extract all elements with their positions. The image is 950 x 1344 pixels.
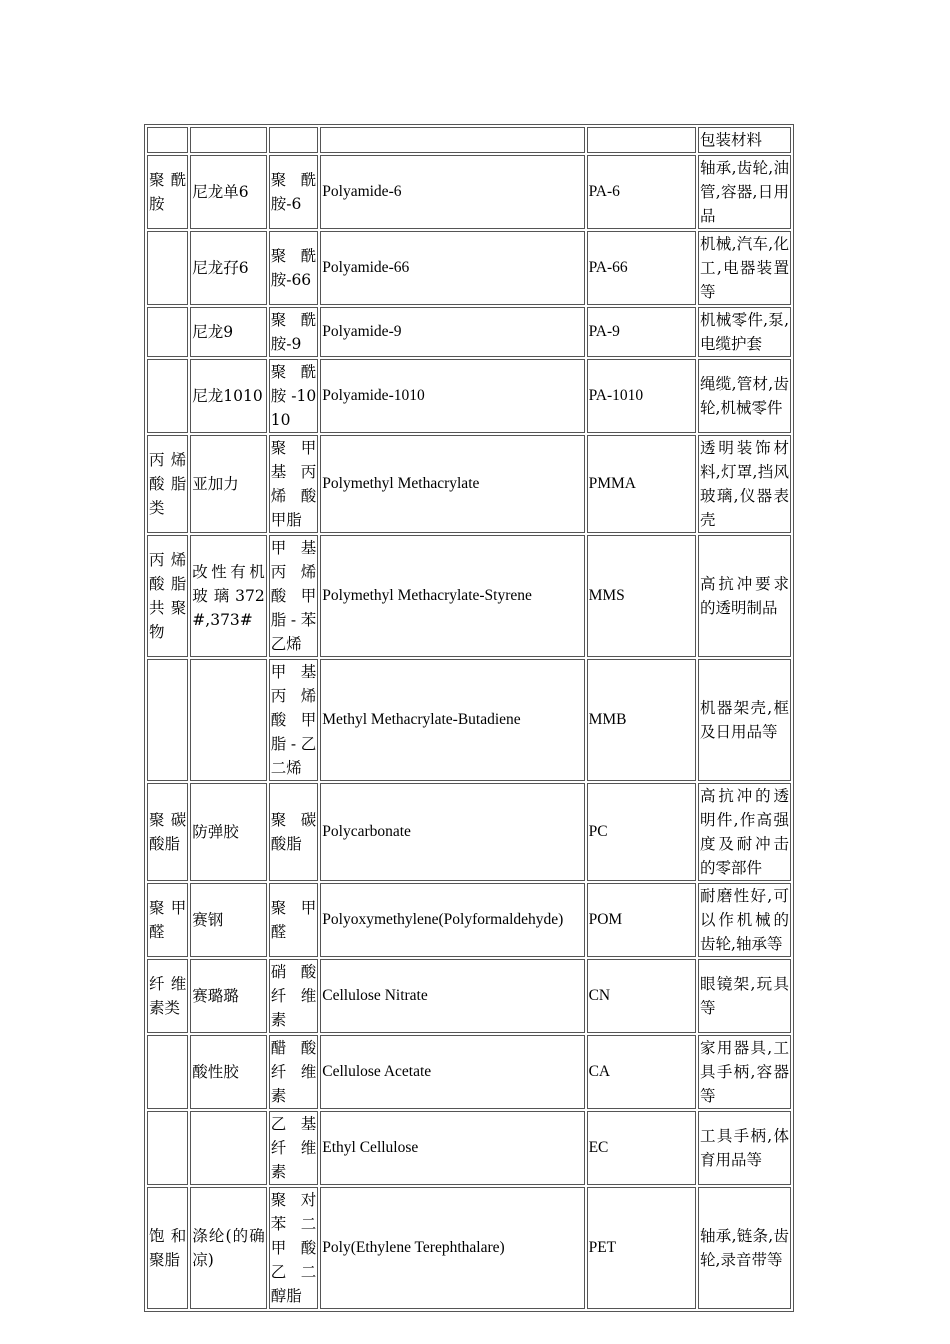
chinese-name-cell: 醋酸纤维素 [269, 1035, 319, 1109]
english-name-cell: Polycarbonate [320, 783, 584, 881]
category-cell [147, 1111, 188, 1185]
chinese-name-cell: 聚酰胺-1010 [269, 359, 319, 433]
uses-cell: 透明装饰材料,灯罩,挡风玻璃,仪器表壳 [698, 435, 791, 533]
uses-cell: 耐磨性好,可以作机械的齿轮,轴承等 [698, 883, 791, 957]
table-row [147, 783, 791, 881]
uses-cell: 包装材料 [698, 127, 791, 153]
common-name-cell [190, 1111, 266, 1185]
abbreviation-cell: PET [587, 1187, 696, 1309]
category-cell [147, 307, 188, 357]
table-row [147, 659, 791, 781]
table-row [147, 359, 791, 433]
uses-cell: 机械零件,泵,电缆护套 [698, 307, 791, 357]
abbreviation-cell: PA-9 [587, 307, 696, 357]
common-name-cell: 尼龙单6 [190, 155, 266, 229]
english-name-cell: Ethyl Cellulose [320, 1111, 584, 1185]
chinese-name-cell: 聚甲基丙烯酸甲脂 [269, 435, 319, 533]
chinese-name-cell: 聚酰胺-9 [269, 307, 319, 357]
abbreviation-cell: CN [587, 959, 696, 1033]
table-row [147, 435, 791, 533]
common-name-cell: 酸性胶 [190, 1035, 266, 1109]
common-name-cell: 涤纶(的确凉) [190, 1187, 266, 1309]
table-body [147, 127, 791, 1309]
english-name-cell: Cellulose Nitrate [320, 959, 584, 1033]
abbreviation-cell [587, 127, 696, 153]
english-name-cell: Polyamide-66 [320, 231, 584, 305]
table-row [147, 1035, 791, 1109]
chinese-name-cell: 聚对苯二甲酸乙二醇脂 [269, 1187, 319, 1309]
uses-cell: 眼镜架,玩具等 [698, 959, 791, 1033]
chinese-name-cell: 聚酰胺-6 [269, 155, 319, 229]
category-cell [147, 659, 188, 781]
english-name-cell: Polyamide-9 [320, 307, 584, 357]
common-name-cell: 改性有机玻璃372#,373# [190, 535, 266, 657]
english-name-cell [320, 127, 584, 153]
english-name-cell: Polymethyl Methacrylate-Styrene [320, 535, 584, 657]
uses-cell: 机器架壳,框及日用品等 [698, 659, 791, 781]
category-cell: 纤维素类 [147, 959, 188, 1033]
abbreviation-cell: PMMA [587, 435, 696, 533]
category-cell: 聚甲醛 [147, 883, 188, 957]
english-name-cell: Polyoxymethylene(Polyformaldehyde) [320, 883, 584, 957]
table-row [147, 883, 791, 957]
common-name-cell: 赛璐璐 [190, 959, 266, 1033]
common-name-cell: 尼龙孖6 [190, 231, 266, 305]
abbreviation-cell: CA [587, 1035, 696, 1109]
english-name-cell: Polymethyl Methacrylate [320, 435, 584, 533]
abbreviation-cell: EC [587, 1111, 696, 1185]
table-row [147, 307, 791, 357]
category-cell [147, 231, 188, 305]
abbreviation-cell: POM [587, 883, 696, 957]
uses-cell: 轴承,链条,齿轮,录音带等 [698, 1187, 791, 1309]
category-cell [147, 1035, 188, 1109]
table-row [147, 231, 791, 305]
category-cell: 丙烯酸脂共聚物 [147, 535, 188, 657]
abbreviation-cell: PA-1010 [587, 359, 696, 433]
plastics-table [144, 124, 794, 1312]
chinese-name-cell: 聚碳酸脂 [269, 783, 319, 881]
uses-cell: 高抗冲的透明件,作高强度及耐冲击的零部件 [698, 783, 791, 881]
english-name-cell: Poly(Ethylene Terephthalare) [320, 1187, 584, 1309]
uses-cell: 家用器具,工具手柄,容器等 [698, 1035, 791, 1109]
english-name-cell: Methyl Methacrylate-Butadiene [320, 659, 584, 781]
abbreviation-cell: MMB [587, 659, 696, 781]
category-cell: 饱和聚脂 [147, 1187, 188, 1309]
category-cell [147, 127, 188, 153]
table-row [147, 1187, 791, 1309]
uses-cell: 绳缆,管材,齿轮,机械零件 [698, 359, 791, 433]
abbreviation-cell: PC [587, 783, 696, 881]
uses-cell: 轴承,齿轮,油管,容器,日用品 [698, 155, 791, 229]
chinese-name-cell: 聚酰胺-66 [269, 231, 319, 305]
english-name-cell: Polyamide-6 [320, 155, 584, 229]
category-cell [147, 359, 188, 433]
chinese-name-cell: 聚甲醛 [269, 883, 319, 957]
table-row [147, 959, 791, 1033]
abbreviation-cell: PA-66 [587, 231, 696, 305]
table-row [147, 155, 791, 229]
table-row [147, 1111, 791, 1185]
common-name-cell: 亚加力 [190, 435, 266, 533]
category-cell: 聚酰胺 [147, 155, 188, 229]
uses-cell: 工具手柄,体育用品等 [698, 1111, 791, 1185]
category-cell: 聚碳酸脂 [147, 783, 188, 881]
common-name-cell [190, 127, 266, 153]
abbreviation-cell: PA-6 [587, 155, 696, 229]
chinese-name-cell: 硝酸纤维素 [269, 959, 319, 1033]
uses-cell: 机械,汽车,化工,电器装置等 [698, 231, 791, 305]
table-row [147, 535, 791, 657]
common-name-cell: 赛钢 [190, 883, 266, 957]
abbreviation-cell: MMS [587, 535, 696, 657]
category-cell: 丙烯酸脂类 [147, 435, 188, 533]
common-name-cell: 尼龙9 [190, 307, 266, 357]
uses-cell: 高抗冲要求的透明制品 [698, 535, 791, 657]
english-name-cell: Polyamide-1010 [320, 359, 584, 433]
chinese-name-cell [269, 127, 319, 153]
table-row [147, 127, 791, 153]
english-name-cell: Cellulose Acetate [320, 1035, 584, 1109]
common-name-cell: 尼龙1010 [190, 359, 266, 433]
chinese-name-cell: 乙基纤维素 [269, 1111, 319, 1185]
common-name-cell: 防弹胶 [190, 783, 266, 881]
chinese-name-cell: 甲基丙烯酸甲脂-乙二烯 [269, 659, 319, 781]
common-name-cell [190, 659, 266, 781]
chinese-name-cell: 甲基丙烯酸甲脂-苯乙烯 [269, 535, 319, 657]
